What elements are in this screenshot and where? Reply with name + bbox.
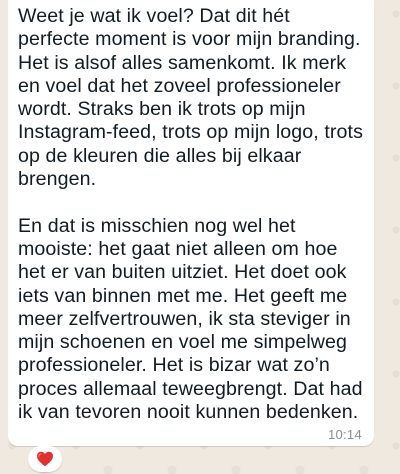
message-paragraph-spacer [18,191,366,214]
red-heart-icon [36,451,54,467]
message-paragraph-2: En dat is misschien nog wel het mooiste: het gaat niet alleen om hoe het er van buiten uitziet. Het doet ook iets van binnen met me. Het geeft me meer zelfvertrouwen, ik sta steviger in mijn schoenen en voel me simpelweg professioneler. Het is bizar wat zo’n proces allemaal teweegbrengt. Dat had ik van tevoren nooit kunnen bedenken. [18,214,369,424]
message-timestamp: 10:14 [327,427,362,442]
message-bubble[interactable] [8,0,374,446]
message-paragraph-1: Weet je wat ik voel? Dat dit hét perfecte moment is voor mijn branding. Het is alsof alles samenkomt. Ik merk en voel dat het zoveel professioneler wordt. Straks ben ik trots op mijn Instagram-feed, trots op mijn logo, trots op de kleuren die alles bij elkaar brengen. [18,5,369,191]
reaction-badge[interactable] [28,446,62,472]
